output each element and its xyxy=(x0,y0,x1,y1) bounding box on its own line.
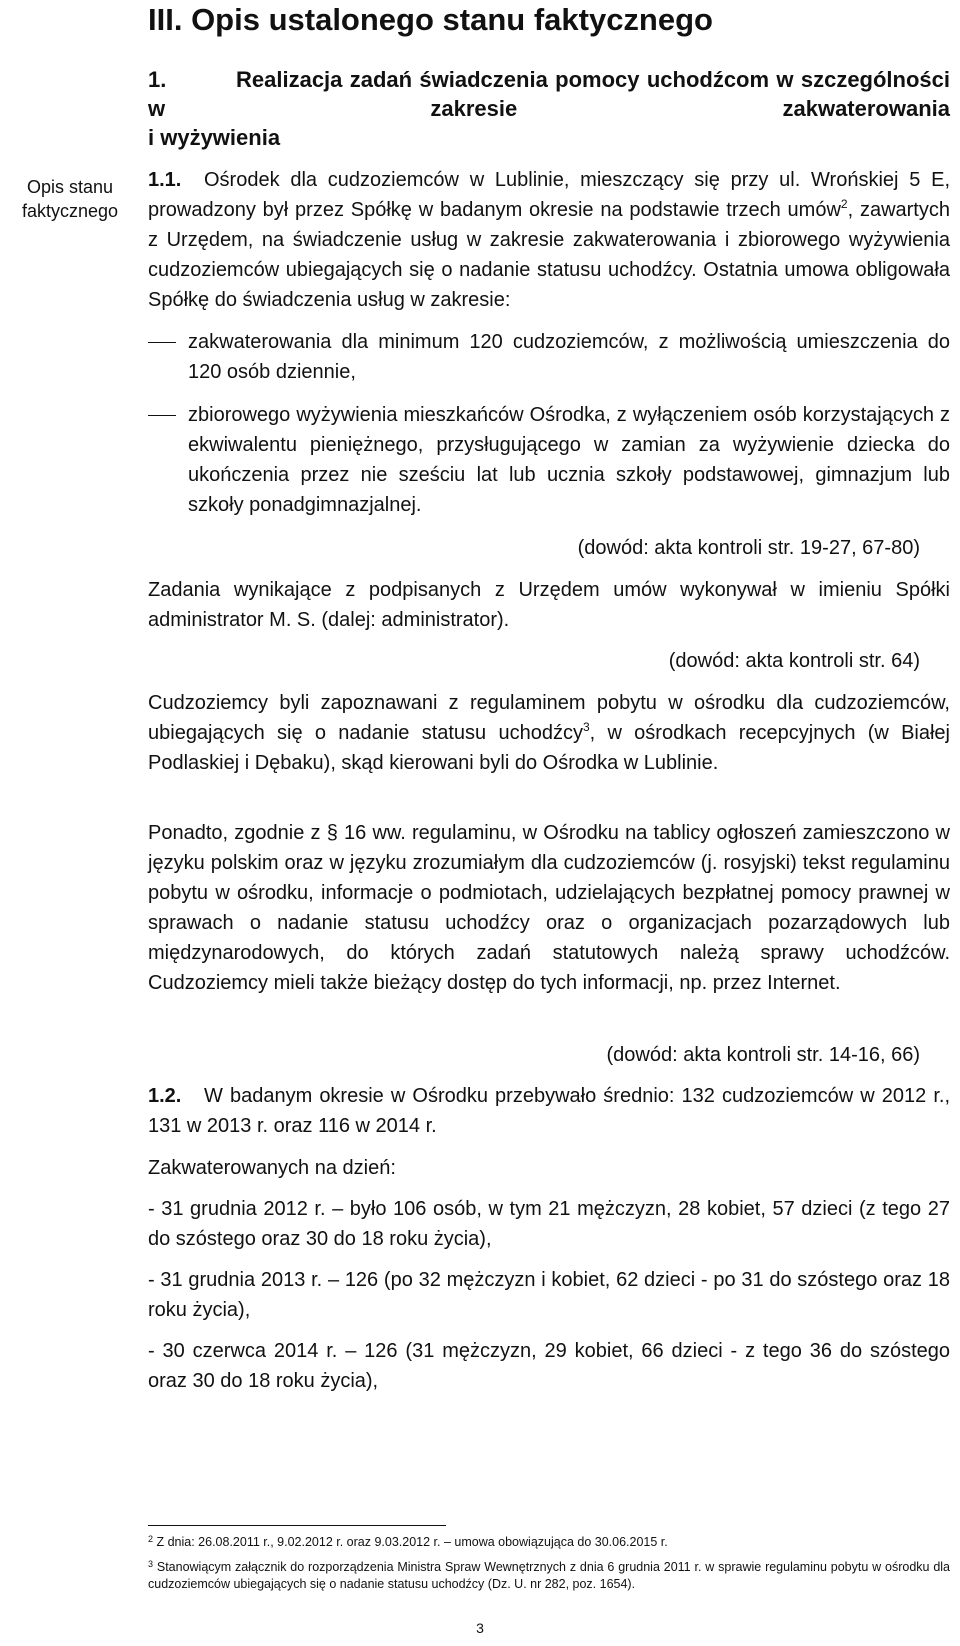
paragraph-1-2 xyxy=(148,1081,950,1141)
margin-note-line1: Opis stanu xyxy=(26,177,114,197)
section-1-2-number: 1.2. xyxy=(148,1085,182,1107)
footnote-divider xyxy=(148,1525,446,1526)
zakwaterowanych-label: Zakwaterowanych na dzień: xyxy=(148,1157,396,1179)
date-entry: - 31 grudnia 2012 r. – było 106 osób, w tym 21 mężczyzn, 28 kobiet, 57 dzieci (z tego 27 do szóstego oraz 30 do 18 roku życia), xyxy=(148,1198,950,1250)
section-1-2-text: W badanym okresie w Ośrodku przebywało średnio: 132 cudzoziemców w 2012 r., 131 w 2013 r. oraz 116 w 2014 r. xyxy=(148,1085,950,1137)
bullet-item xyxy=(148,400,950,520)
margin-note xyxy=(6,175,134,223)
section-title: III. Opis ustalonego stanu faktycznego xyxy=(148,2,713,37)
paragraph-1-1 xyxy=(148,165,950,315)
footnote-ref-2[interactable]: 2 xyxy=(840,197,848,211)
regulamin-text-b: , w ośrodkach recepcyjnych (w Białej Podlaskiej i Dębaku), skąd kierowani byli do Ośrodka w Lublinie. xyxy=(148,722,951,774)
footnote-text: Stanowiącym załącznik do rozporządzenia Ministra Spraw Wewnętrznych z dnia 6 grudnia 2011 r. w sprawie regulaminu pobytu w ośrodku dla cudzoziemców ubiegających się o nadanie statusu uchodźcy (Dz. U. nr 282, poz. 1654). xyxy=(148,1560,950,1591)
bullet-text: zakwaterowania dla minimum 120 cudzoziemców, z możliwością umieszczenia do 120 osób dziennie, xyxy=(188,331,950,383)
regulamin-text-a: Cudzoziemcy byli zapoznawani z regulaminem pobytu w ośrodku dla cudzoziemców, ubiegających się o nadanie statusu uchodźcy xyxy=(148,692,950,744)
section-1-1-text-a: Ośrodek dla cudzoziemców w Lublinie, mieszczący się przy ul. Wrońskiej 5 E, prowadzony był przez Spółkę w badanym okresie na podstawie trzech umów xyxy=(148,169,950,221)
bullet-item xyxy=(148,327,950,387)
section-1-1-number: 1.1. xyxy=(148,169,182,191)
margin-note-line2: faktycznego xyxy=(21,201,119,221)
paragraph-ponadto: Ponadto, zgodnie z § 16 ww. regulaminu, w Ośrodku na tablicy ogłoszeń zamieszczono w języku polskim oraz w języku zrozumiałym dla cudzoziemców (j. rosyjski) tekst regulaminu pobytu w ośrodku, informacje o podmiotach, udzielających bezpłatnej pomocy prawnej w sprawach o nadanie statusu uchodźcy oraz o organizacjach pozarządowych lub międzynarodowych, do których zadań statutowych należą sprawy uchodźców. Cudzoziemcy mieli także bieżący dostęp do tych informacji, np. przez Internet. xyxy=(148,822,950,994)
paragraph-regulamin xyxy=(148,688,950,778)
footnote-text: Z dnia: 26.08.2011 r., 9.02.2012 r. oraz 9.03.2012 r. – umowa obowiązująca do 30.06.2015 r. xyxy=(153,1535,668,1549)
paragraph-admin: Zadania wynikające z podpisanych z Urzędem umów wykonywał w imieniu Spółki administrator M. S. (dalej: administrator). xyxy=(148,579,950,631)
evidence-note: (dowód: akta kontroli str. 64) xyxy=(668,650,920,672)
evidence-note: (dowód: akta kontroli str. 14-16, 66) xyxy=(606,1044,920,1066)
section-1-1-text-b: , zawartych z Urzędem, na świadczenie usług w zakresie zakwaterowania i zbiorowego wyżywienia cudzoziemców ubiegających się o nadanie statusu uchodźcy. Ostatnia umowa obligowała Spółkę do świadczenia usług w zakresie: xyxy=(148,199,950,311)
footnote-number: 3 xyxy=(148,1559,154,1569)
heading-1 xyxy=(148,65,950,152)
heading-1-text: Realizacja zadań świadczenia pomocy uchodźcom w szczególności w zakresie zakwaterowania xyxy=(148,67,950,121)
date-entry: - 31 grudnia 2013 r. – 126 (po 32 mężczyzn i kobiet, 62 dzieci - po 31 do szóstego oraz 18 roku życia), xyxy=(148,1269,950,1321)
footnote-ref-3[interactable]: 3 xyxy=(582,720,590,734)
footnote-number: 2 xyxy=(148,1534,154,1544)
page-number: 3 xyxy=(476,1620,484,1636)
footnote-3 xyxy=(148,1559,950,1593)
bullet-text: zbiorowego wyżywienia mieszkańców Ośrodka, z wyłączeniem osób korzystających z ekwiwalentu pieniężnego, przysługującego w zamian za wyżywienie dziecka do ukończenia przez nie sześciu lat lub ucznia szkoły podstawowej, gimnazjum lub szkoły ponadgimnazjalnej. xyxy=(188,404,950,516)
evidence-note: (dowód: akta kontroli str. 19-27, 67-80) xyxy=(577,537,920,559)
heading-1-text-end: i wyżywienia xyxy=(148,125,281,150)
footnote-2 xyxy=(148,1534,950,1551)
heading-1-number: 1. xyxy=(148,67,167,92)
date-entry: - 30 czerwca 2014 r. – 126 (31 mężczyzn, 29 kobiet, 66 dzieci - z tego 36 do szóstego oraz 30 do 18 roku życia), xyxy=(148,1340,950,1392)
